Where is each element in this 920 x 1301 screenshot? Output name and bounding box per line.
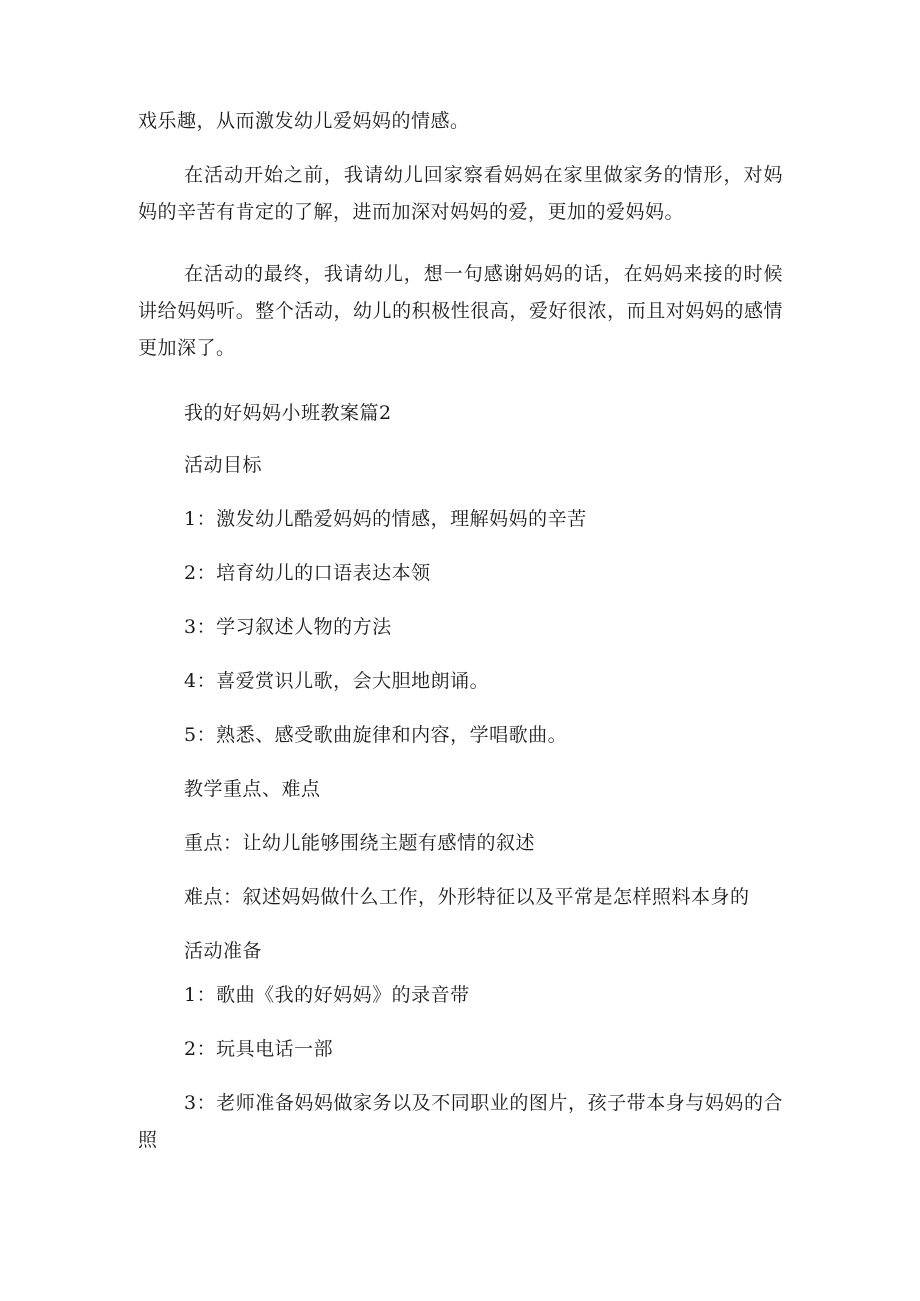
paragraph-preparation: 在活动开始之前，我请幼儿回家察看妈妈在家里做家务的情形，对妈妈的辛苦有肯定的了解，进而加深对妈妈的爱，更加的爱妈妈。 <box>138 164 783 223</box>
goal-item-5: 5：熟悉、感受歌曲旋律和内容，学唱歌曲。 <box>184 724 568 746</box>
paragraph-continuation: 戏乐趣，从而激发幼儿爱妈妈的情感。 <box>138 110 470 132</box>
goals-heading: 活动目标 <box>184 454 263 476</box>
paragraph-conclusion: 在活动的最终，我请幼儿，想一句感谢妈妈的话，在妈妈来接的时候讲给妈妈听。整个活动，幼儿的积极性很高，爱好很浓，而且对妈妈的感情更加深了。 <box>138 263 783 359</box>
goal-item-1: 1：激发幼儿酷爱妈妈的情感，理解妈妈的辛苦 <box>184 508 587 530</box>
goal-item-4: 4：喜爱赏识儿歌，会大胆地朗诵。 <box>184 670 490 692</box>
goal-item-3: 3：学习叙述人物的方法 <box>184 616 392 638</box>
difficult-point: 难点：叙述妈妈做什么工作，外形特征以及平常是怎样照料本身的 <box>184 886 750 908</box>
preparation-item-3: 3：老师准备妈妈做家务以及不同职业的图片，孩子带本身与妈妈的合照 <box>138 1092 783 1151</box>
preparation-heading: 活动准备 <box>184 940 263 962</box>
section-title: 我的好妈妈小班教案篇2 <box>184 402 392 424</box>
key-point: 重点：让幼儿能够围绕主题有感情的叙述 <box>184 832 536 854</box>
key-points-heading: 教学重点、难点 <box>184 778 321 800</box>
goal-item-2: 2：培育幼儿的口语表达本领 <box>184 562 431 584</box>
preparation-item-1: 1：歌曲《我的好妈妈》的录音带 <box>184 984 470 1006</box>
preparation-item-2: 2：玩具电话一部 <box>184 1038 334 1060</box>
